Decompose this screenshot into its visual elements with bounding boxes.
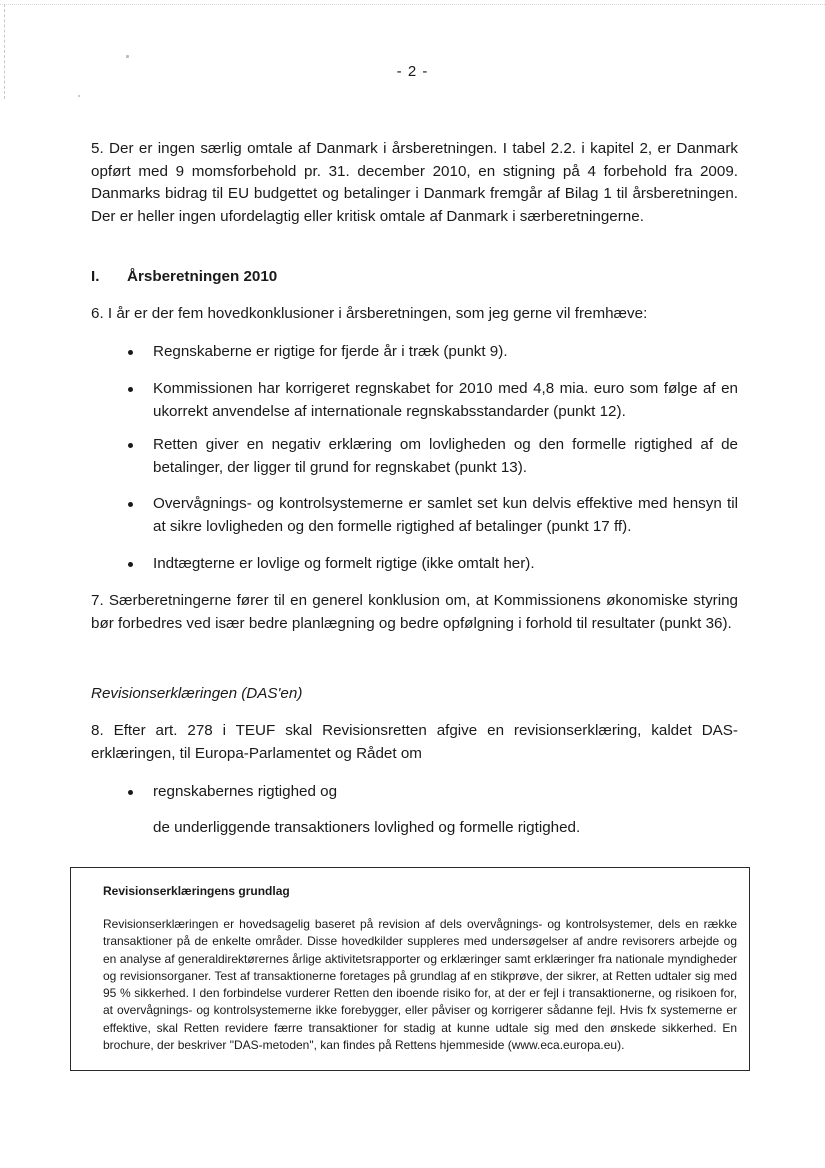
scan-artifact-left-edge — [4, 4, 5, 99]
scan-speck — [78, 95, 80, 97]
subheading-das: Revisionserklæringen (DAS'en) — [91, 685, 303, 702]
paragraph-8: 8. Efter art. 278 i TEUF skal Revisionsretten afgive en revisionserklæring, kaldet DAS-erklæringen, til Europa-Parlamentet og Rådet om — [91, 722, 738, 762]
conclusion-bullet — [128, 434, 738, 479]
conclusion-text: Regnskaberne er rigtige for fjerde år i træk (punkt 9). — [153, 343, 508, 360]
bullet-icon — [128, 562, 133, 567]
conclusion-bullet — [128, 378, 738, 423]
scan-artifact-top-edge — [0, 4, 825, 5]
das-bullet-text: regnskabernes rigtighed og — [153, 783, 338, 800]
das-bullet — [128, 781, 738, 804]
conclusion-text: Overvågnings- og kontrolsystemerne er samlet set kun delvis effektive med hensyn til at sikre lovligheden og den formelle rigtighed af betalinger (punkt 17 ff). — [153, 495, 738, 535]
bullet-icon — [128, 350, 133, 355]
section-number: I. — [91, 268, 100, 285]
scan-speck — [126, 55, 129, 58]
conclusion-text: Kommissionen har korrigeret regnskabet for 2010 med 4,8 mia. euro som følge af en ukorrekt anvendelse af internationale regnskabsstandarder (punkt 12). — [153, 380, 738, 420]
section-title: Årsberetningen 2010 — [127, 268, 278, 285]
bullet-icon — [128, 502, 133, 507]
section-heading — [91, 268, 277, 285]
page-number: - 2 - — [396, 63, 429, 80]
conclusion-bullet — [128, 341, 738, 364]
paragraph-7: 7. Særberetningerne fører til en generel konklusion om, at Kommissionens økonomiske styring bør forbedres ved især bedre planlægning og bedre opfølgning i forhold til resultater (punkt 36). — [91, 592, 738, 632]
bullet-icon — [128, 387, 133, 392]
bullet-icon — [128, 443, 133, 448]
bullet-icon — [128, 790, 133, 795]
paragraph-6: 6. I år er der fem hovedkonklusioner i årsberetningen, som jeg gerne vil fremhæve: — [91, 305, 648, 322]
das-continuation-text: de underliggende transaktioners lovlighed og formelle rigtighed. — [153, 819, 581, 836]
info-box — [70, 867, 750, 1071]
info-box-text: Revisionserklæringen er hovedsagelig baseret på revision af dels overvågnings- og kontrolsystemer, dels en række transaktioner på de enkelte områder. Disse hovedkilder suppleres med undersøgelser af andre revisorers arbejde og en analyse af generaldirektørernes årlige aktivitetsrapporter og erklæringer samt erklæringer fra nationale myndigheder og revisionsorganer. Test af transaktionerne foretages på grundlag af en stikprøve, der sikrer, at Retten udtaler sig med 95 % sikkerhed. I den forbindelse vurderer Retten den iboende risiko for, at der er fejl i transaktionerne, og risikoen for, at overvågnings- og kontrolsystemerne ikke forebygger, eller påviser og korrigerer sådanne fejl. Hvis fx systemerne er effektive, skal Retten revidere færre transaktioner for stadig at kunne udtale sig med den ønskede sikkerhed. En brochure, der beskriver "DAS-metoden", kan findes på Rettens hjemmeside (www.eca.europa.eu). — [103, 917, 737, 1053]
info-box-title: Revisionserklæringens grundlag — [103, 884, 290, 898]
conclusion-text: Indtægterne er lovlige og formelt rigtige (ikke omtalt her). — [153, 555, 535, 572]
conclusion-bullet — [128, 553, 738, 576]
das-continuation — [128, 817, 738, 840]
paragraph-5: 5. Der er ingen særlig omtale af Danmark i årsberetningen. I tabel 2.2. i kapitel 2, er Danmark opført med 9 momsforbehold pr. 31. december 2010, en stigning på 4 forbehold fra 2009. Danmarks bidrag til EU budgettet og betalinger i Danmark fremgår af Bilag 1 til årsberetningen. Der er heller ingen ufordelagtig eller kritisk omtale af Danmark i særberetningerne. — [91, 140, 738, 225]
conclusion-bullet — [128, 493, 738, 538]
conclusion-text: Retten giver en negativ erklæring om lovligheden og den formelle rigtighed af de betalinger, der ligger til grund for regnskabet (punkt 13). — [153, 436, 738, 476]
